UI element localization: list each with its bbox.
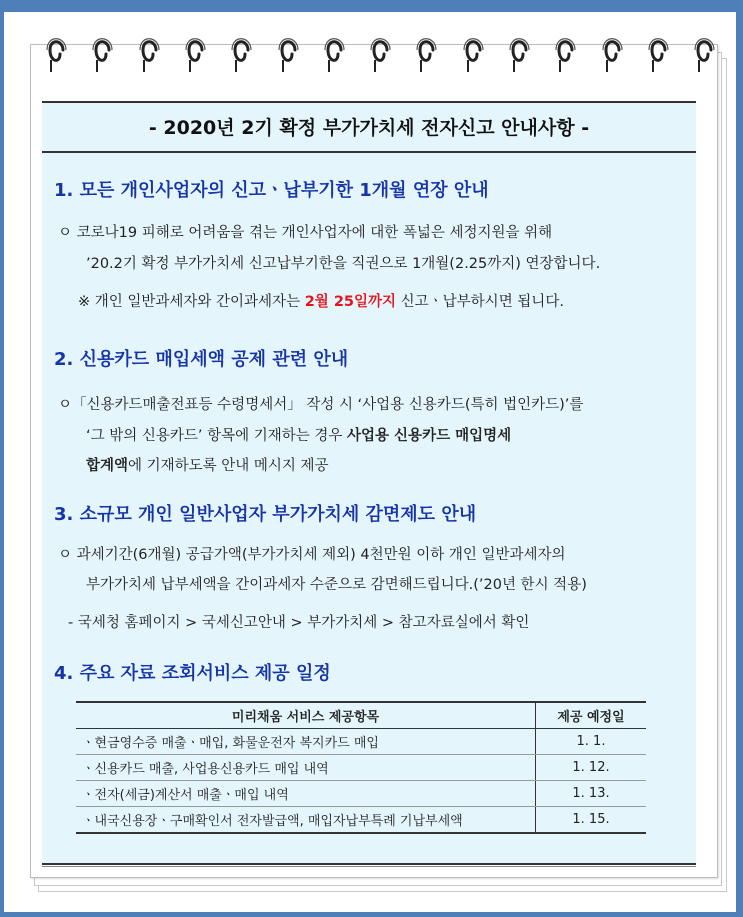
table-row bbox=[76, 729, 646, 755]
binding-ring-icon bbox=[694, 28, 716, 84]
note-text-after: 신고ㆍ납부하시면 됩니다. bbox=[396, 294, 564, 310]
schedule-header-item: 미리채움 서비스 제공항목 bbox=[76, 702, 536, 729]
binding-ring-icon bbox=[555, 28, 577, 84]
section-1-line-1: ㅇ 코로나19 피해로 어려움을 겪는 개인사업자에 대한 폭넓은 세정지원을 위해 bbox=[58, 225, 553, 241]
section-2-line-2-text: ‘그 밖의 신용카드’ 항목에 기재하는 경우 bbox=[86, 428, 347, 444]
binding-ring-icon bbox=[370, 28, 392, 84]
schedule-item: ㆍ신용카드 매출, 사업용신용카드 매입 내역 bbox=[76, 755, 536, 781]
schedule-header-row bbox=[76, 702, 646, 729]
binding-ring-icon bbox=[278, 28, 300, 84]
section-3-heading: 3. 소규모 개인 일반사업자 부가가치세 감면제도 안내 bbox=[54, 504, 477, 525]
section-2-heading: 2. 신용카드 매입세액 공제 관련 안내 bbox=[54, 349, 349, 370]
section-2-line-2 bbox=[86, 424, 511, 445]
section-2-line-1: ㅇ「신용카드매출전표등 수령명세서」 작성 시 ‘사업용 신용카드(특히 법인카드)’를 bbox=[58, 397, 584, 413]
section-1-heading: 1. 모든 개인사업자의 신고ㆍ납부기한 1개월 연장 안내 bbox=[54, 180, 489, 201]
table-row bbox=[76, 781, 646, 807]
section-2-line-2-bold: 사업용 신용카드 매입명세 bbox=[346, 428, 512, 444]
table-row bbox=[76, 807, 646, 834]
binding-ring-icon bbox=[416, 28, 438, 84]
binding-ring-icon bbox=[231, 28, 253, 84]
schedule-date: 1. 12. bbox=[536, 755, 647, 781]
binding-ring-icon bbox=[509, 28, 531, 84]
binding-ring-icon bbox=[139, 28, 161, 84]
table-row bbox=[76, 755, 646, 781]
section-1-line-2: ’20.2기 확정 부가가치세 신고납부기한을 직권으로 1개월(2.25까지) 연장합니다. bbox=[86, 256, 601, 272]
section-4-heading: 4. 주요 자료 조회서비스 제공 일정 bbox=[54, 663, 331, 684]
schedule-item: ㆍ현금영수증 매출ㆍ매입, 화물운전자 복지카드 매입 bbox=[76, 729, 536, 755]
binding-ring-icon bbox=[602, 28, 624, 84]
document-title: - 2020년 2기 확정 부가가치세 전자신고 안내사항 - bbox=[148, 117, 590, 139]
binding-ring-icon bbox=[46, 28, 68, 84]
schedule-header-date: 제공 예정일 bbox=[536, 702, 647, 729]
spiral-binding bbox=[30, 28, 720, 84]
section-2-line-3-bold: 합계액 bbox=[86, 458, 129, 474]
notice-content bbox=[42, 101, 696, 865]
binding-ring-icon bbox=[92, 28, 114, 84]
binding-ring-icon bbox=[324, 28, 346, 84]
schedule-date: 1. 1. bbox=[536, 729, 647, 755]
section-2-line-3-text: 에 기재하도록 안내 메시지 제공 bbox=[128, 458, 329, 474]
section-1-note bbox=[78, 290, 564, 311]
section-3-line-1: ㅇ 과세기간(6개월) 공급가액(부가가치세 제외) 4천만원 이하 개인 일반과세자의 bbox=[58, 547, 566, 563]
schedule-date: 1. 15. bbox=[536, 807, 647, 834]
deadline-highlight: 2월 25일까지 bbox=[304, 294, 397, 310]
binding-ring-icon bbox=[648, 28, 670, 84]
binding-ring-icon bbox=[463, 28, 485, 84]
schedule-table bbox=[76, 701, 646, 834]
schedule-item: ㆍ전자(세금)계산서 매출ㆍ매입 내역 bbox=[76, 781, 536, 807]
sheet-bottom-rule bbox=[42, 866, 696, 867]
binding-ring-icon bbox=[185, 28, 207, 84]
title-divider bbox=[42, 151, 696, 153]
schedule-date: 1. 13. bbox=[536, 781, 647, 807]
section-3-line-2: 부가가치세 납부세액을 간이과세자 수준으로 감면해드립니다.(’20년 한시 적용) bbox=[86, 577, 587, 593]
schedule-item: ㆍ내국신용장ㆍ구매확인서 전자발급액, 매입자납부특례 기납부세액 bbox=[76, 807, 536, 834]
note-text-before: ※ 개인 일반과세자와 간이과세자는 bbox=[78, 294, 305, 310]
section-2-line-3 bbox=[86, 454, 329, 475]
section-3-reference: - 국세청 홈페이지 > 국세신고안내 > 부가가치세 > 참고자료실에서 확인 bbox=[68, 615, 530, 631]
